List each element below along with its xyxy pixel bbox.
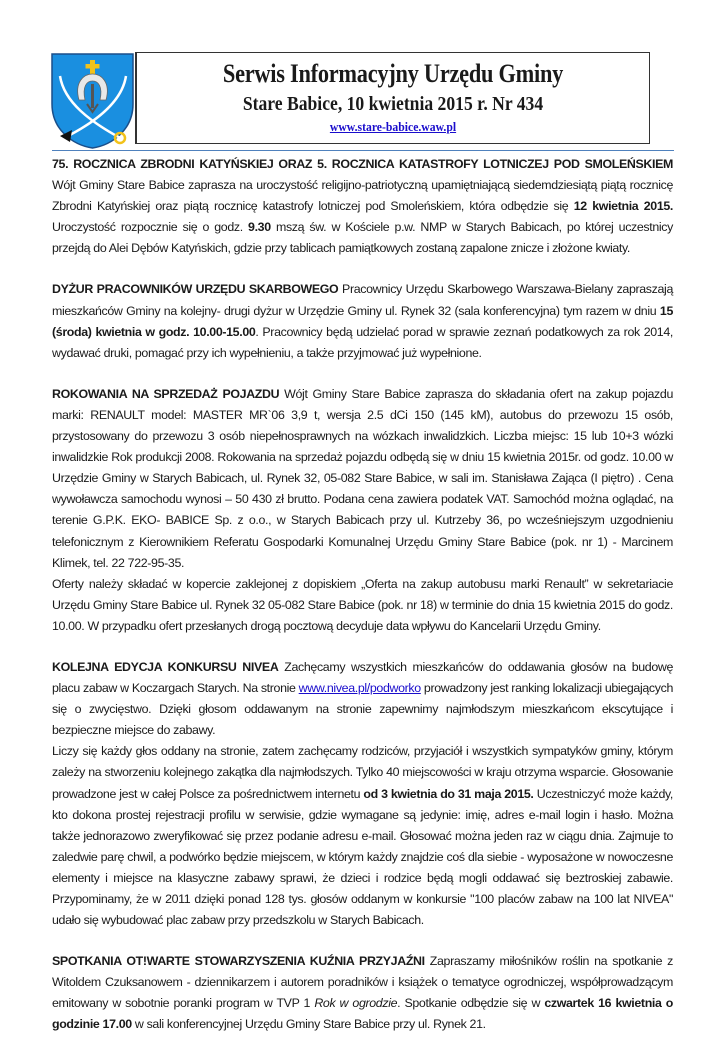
header-divider bbox=[52, 150, 674, 151]
body-text: w sali konferencyjnej Urzędu Gminy Stare Babice przy ul. Rynek 21. bbox=[131, 1017, 486, 1032]
section-heading: DYŻUR PRACOWNIKÓW URZĘDU SKARBOWEGO bbox=[52, 282, 339, 297]
voting-period: od 3 kwietnia do 31 maja 2015. bbox=[363, 786, 534, 801]
page-title: Serwis Informacyjny Urzędu Gminy bbox=[222, 59, 564, 88]
program-title: Rok w ogrodzie bbox=[314, 996, 398, 1011]
body-text: prowadzony jest ranking lokalizacji ubiegających się o zwycięstwo. Dzięki głosom oddawanym na stronie zapewnimy najmłodszym mieszkańcom ekscytujące i bezpieczne miejsce do zabawy. bbox=[52, 681, 673, 738]
body-text: Zapraszamy miłośników roślin na spotkanie z Witoldem Czuksanowem - dziennikarzem i autorem poradników i książek o tematyce ogrodniczej, współprowadzącym emitowany w sobotnie poranki program w TVP 1 bbox=[52, 954, 673, 1011]
issue-info: Stare Babice, 10 kwietnia 2015 r. Nr 434 bbox=[242, 93, 544, 115]
website-link[interactable]: www.stare-babice.waw.pl bbox=[329, 119, 457, 134]
nivea-link[interactable]: www.nivea.pl/podworko bbox=[298, 681, 421, 696]
section-kuznia-meeting bbox=[52, 951, 673, 1035]
coat-of-arms-icon bbox=[50, 52, 135, 150]
event-date: czwartek 16 kwietnia o godzinie 17.00 bbox=[52, 996, 674, 1032]
body-text: Wójt Gminy Stare Babice zaprasza na uroczystość religijno-patriotyczną upamiętniającą siedemdziesiątą piątą rocznicę Zbrodni Katyńskiej oraz piątą rocznicę katastrofy lotniczej pod Smoleńskiem, która odbędzie się bbox=[52, 178, 673, 214]
body-text: Uczestniczyć może każdy, kto dokona prostej rejestracji profilu w serwisie, gdzie wymagane są jedynie: imię, adres e-mail login i hasło. Można także jednorazowo zweryfikować się przez podanie adresu e-mail. Głosować można jeden raz w ciągu dnia. Zajmuje to zaledwie parę chwil, a podwórko będzie miejscem, w którym każdy znajdzie coś dla siebie - wyposażone w nowoczesne elementy i miejsce na klasyczne zabawy sprawi, że dzieci i rodzice będą mogli oddawać się beztroskiej zabawie. Przypominamy, że w 2011 dzięki ponad 128 tys. głosów oddanym w konkursie "100 placów zabaw na 100 lat NIVEA" udało się wybudować plac zabaw przy przedszkolu w Starych Babicach. bbox=[52, 786, 673, 928]
body-text: Wójt Gminy Stare Babice zaprasza do składania ofert na zakup pojazdu marki: RENAULT model: MASTER MR`06 3,9 t, wersja 2.5 dCi 150 (145 kM), autobus do przewozu 15 osób, przystosowany do przewozu 3 osób niepełnosprawnych na wózkach inwalidzkich. Liczba miejsc: 15 lub 10+3 wózki inwalidzkie Rok produkcji 2008. Rokowania na sprzedaż pojazdu odbędą się w dniu 15 kwietnia 2015r. od godz. 10.00 w Urzędzie Gminy w Starych Babicach, ul. Rynek 32, 05-082 Stare Babice, w sali im. Stanisława Zająca (I piętro) . Cena wywoławcza samochodu wynosi – 50 430 zł brutto. Podana cena zawiera podatek VAT. Samochód można oglądać, na terenie G.P.K. EKO- BABICE Sp. z o.o., w Starych Babicach przy ul. Kutrzeby 36, po wcześniejszym uzgodnieniu telefonicznym z Kierownikiem Referatu Gospodarki Komunalnej Urzędu Gminy Stare Babice (pok. nr 1) - Marcinem Klimek, tel. 22 722-95-35. bbox=[52, 386, 673, 570]
body-text: . Spotkanie odbędzie się w bbox=[397, 996, 545, 1011]
body-text: Liczy się każdy głos oddany na stronie, zatem zachęcamy rodziców, przyjaciół i wszystkich sympatyków gminy, którym zależy na stworzeniu kolejnego zakątka dla najmłodszych. Tylko 40 miejscowości w kraju otrzyma wsparcie. Głosowanie prowadzone jest w całej Polsce za pośrednictwem internetu bbox=[52, 744, 673, 801]
section-katyn-anniversary bbox=[52, 154, 673, 259]
section-heading: SPOTKANIA OT!WARTE STOWARZYSZENIA KUŹNIA PRZYJAŹNI bbox=[52, 954, 425, 969]
article-content bbox=[52, 154, 673, 1056]
body-text: . Pracownicy będą udzielać porad w sprawie zeznań podatkowych za rok 2014, wydawać druki, pomagać przy ich wypełnieniu, a także przyjmować już wypełnione. bbox=[52, 324, 673, 360]
body-text: mszą św. w Kościele p.w. NMP w Starych Babicach, po której uczestnicy przejdą do Alei Dębów Katyńskich, gdzie przy tablicach pamiątkowych zostaną zapalone znicze i złożone kwiaty. bbox=[52, 220, 673, 256]
section-heading: KOLEJNA EDYCJA KONKURSU NIVEA bbox=[52, 659, 279, 674]
body-text: Oferty należy składać w kopercie zaklejonej z dopiskiem „Oferta na zakup autobusu marki Renault” w sekretariacie Urzędu Gminy Stare Babice ul. Rynek 32 05-082 Stare Babice (pok. nr 18) w terminie do dnia 15 kwietnia 2015 do godz. 10.00. W przypadku ofert przesłanych drogą pocztową decyduje data wpływu do Kancelarii Urzędu Gminy. bbox=[52, 576, 673, 633]
event-date: 12 kwietnia 2015. bbox=[573, 199, 673, 214]
newsletter-header bbox=[135, 52, 650, 144]
event-time: 9.30 bbox=[248, 220, 271, 235]
body-text: Uroczystość rozpocznie się o godz. bbox=[52, 220, 249, 235]
section-tax-office-duty bbox=[52, 279, 673, 363]
section-heading: ROKOWANIA NA SPRZEDAŻ POJAZDU bbox=[52, 386, 280, 401]
section-heading: 75. ROCZNICA ZBRODNI KATYŃSKIEJ ORAZ 5. ROCZNICA KATASTROFY LOTNICZEJ POD SMOLEŃSKIEM bbox=[52, 157, 673, 171]
body-text: Pracownicy Urzędu Skarbowego Warszawa-Bielany zapraszają mieszkańców Gminy na kolejny- drugi dyżur w Urzędzie Gminy ul. Rynek 32 (sala konferencyjna) tym razem w dniu bbox=[52, 282, 673, 318]
body-text: Zachęcamy wszystkich mieszkańców do oddawania głosów na budowę placu zabaw w Koczargach Starych. Na stronie bbox=[52, 659, 673, 696]
section-nivea-contest bbox=[52, 657, 673, 931]
event-date: 15 (środa) kwietnia w godz. 10.00-15.00 bbox=[52, 303, 673, 339]
section-vehicle-sale bbox=[52, 384, 673, 637]
